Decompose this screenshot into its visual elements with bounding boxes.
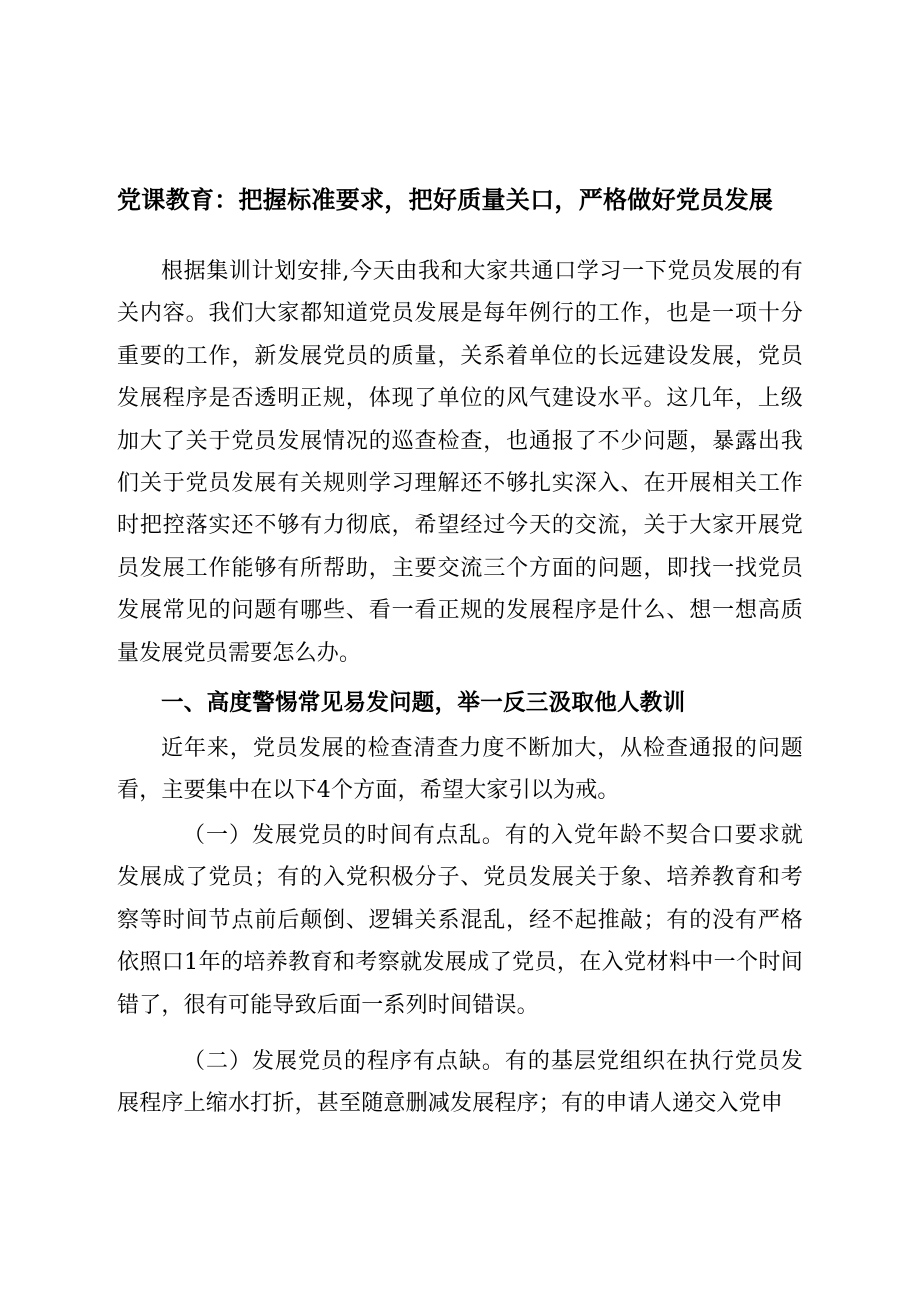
section-intro-paragraph: 近年来，党员发展的检查清查力度不断加大，从检查通报的问题看，主要集中在以下4个方面，希望大家引以为戒。	[117, 736, 803, 804]
intro-paragraph: 根据集训计划安排,今天由我和大家共通口学习一下党员发展的有关内容。我们大家都知道党员发展是每年例行的工作，也是一项十分重要的工作，新发展党员的质量，关系着单位的长远建设发展，党员发展程序是否透明正规，体现了单位的风气建设水平。这几年，上级加大了关于党员发展情况的巡查检查，也通报了不少问题，暴露出我们关于党员发展有关规则学习理解还不够扎实深入、在开展相关工作时把控落实还不够有力彻底，希望经过今天的交流，关于大家开展党员发展工作能够有所帮助，主要交流三个方面的问题，即找一找党员发展常见的问题有哪些、看一看正规的发展程序是什么、想一想高质量发展党员需要怎么办。	[117, 259, 803, 666]
subsection-paragraph-2: （二）发展党员的程序有点缺。有的基层党组织在执行党员发展程序上缩水打折，甚至随意删减发展程序；有的申请人递交入党申	[117, 1049, 803, 1117]
section-heading: 一、高度警惕常见易发问题，举一反三汲取他人教训	[161, 690, 686, 716]
subsection-paragraph-1: （一）发展党员的时间有点乱。有的入党年龄不契合口要求就发展成了党员；有的入党积极分子、党员发展关于象、培养教育和考察等时间节点前后颠倒、逻辑关系混乱，经不起推敲；有的没有严格依照口1年的培养教育和考察就发展成了党员，在入党材料中一个时间错了，很有可能导致后面一系列时间错误。	[117, 823, 803, 1018]
document-title: 党课教育：把握标准要求，把好质量关口，严格做好党员发展	[117, 186, 774, 214]
